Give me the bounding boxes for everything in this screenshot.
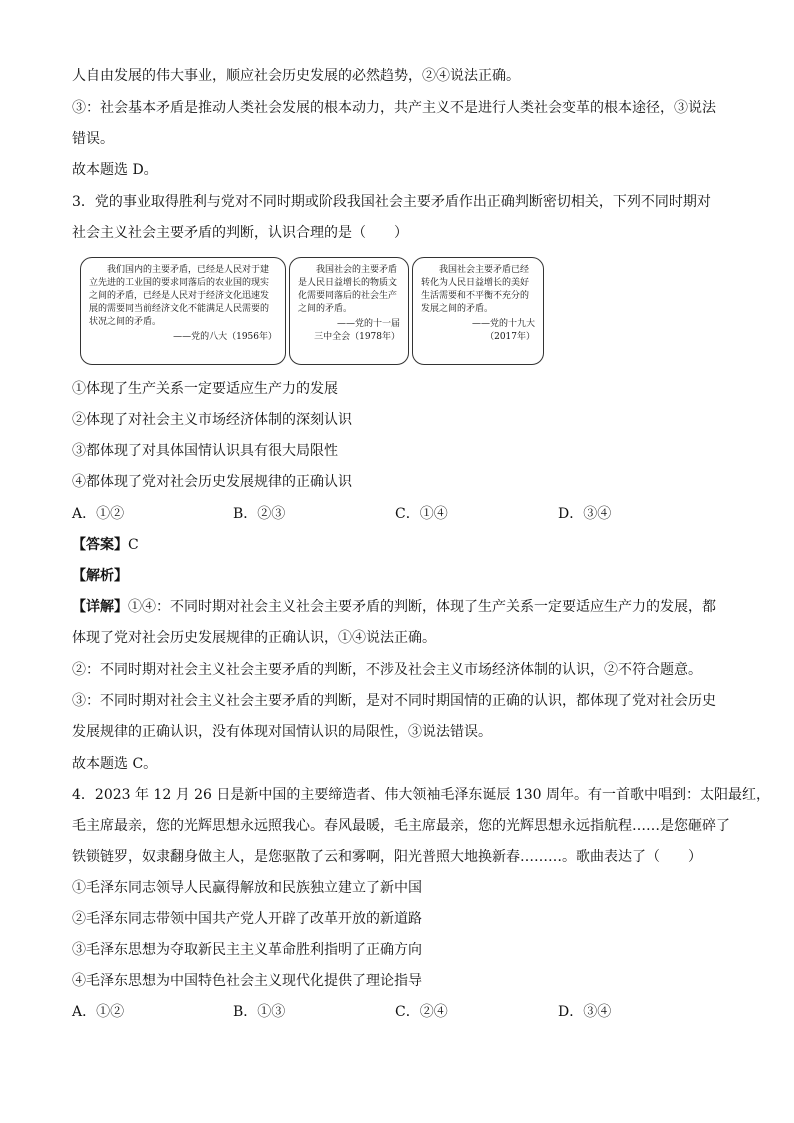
question-stem: 毛主席最亲，您的光辉思想永远照我心。春风最暖，毛主席最亲，您的光辉思想永远指航程……是您砸碎了 <box>72 818 730 834</box>
statement: ③都体现了对具体国情认识具有很大局限性 <box>72 443 338 459</box>
quote-source: 三中全会（1978年） <box>314 332 400 342</box>
explanation-line <box>72 598 716 616</box>
statement: ④毛泽东思想为中国特色社会主义现代化提供了理论指导 <box>72 973 422 989</box>
quote-text: 我们国内的主要矛盾，已经是人民对于建立先进的工业国的要求同落后的农业国的现实之间的矛盾，已经是人民对于经济文化迅速发展的需要同当前经济文化不能满足人民需要的状况之间的矛盾。 <box>89 265 270 327</box>
option-d[interactable]: D．③④ <box>558 1004 612 1020</box>
option-c[interactable]: C．②④ <box>395 1004 448 1020</box>
option-d[interactable]: D．③④ <box>558 506 612 522</box>
quote-text: 我国社会主要矛盾已经转化为人民日益增长的美好生活需要和不平衡不充分的发展之间的矛盾。 <box>421 265 530 314</box>
statement: ①毛泽东同志领导人民赢得解放和民族独立建立了新中国 <box>72 880 422 896</box>
answer-tag: 【答案】 <box>72 537 128 553</box>
option-b[interactable]: B．②③ <box>233 506 286 522</box>
explanation-line: ②：不同时期对社会主义社会主要矛盾的判断，不涉及社会主义市场经济体制的认识，②不符合题意。 <box>72 662 702 678</box>
answer-value: C <box>128 537 139 553</box>
statement: ②体现了对社会主义市场经济体制的深刻认识 <box>72 412 352 428</box>
quote-source: ——党的十九大 <box>471 319 535 329</box>
statement: ④都体现了党对社会历史发展规律的正确认识 <box>72 474 352 490</box>
explanation-line: ③：不同时期对社会主义社会主要矛盾的判断，是对不同时期国情的正确的认识，都体现了党对社会历史 <box>72 693 716 709</box>
explanation-text: ①④：不同时期对社会主义社会主要矛盾的判断，体现了生产关系一定要适应生产力的发展，都 <box>128 599 716 615</box>
quote-box-1978 <box>289 257 409 365</box>
option-a[interactable]: A．①② <box>72 506 125 522</box>
detail-tag: 【详解】 <box>72 599 128 615</box>
quote-source: ——党的八大（1956年） <box>173 332 277 342</box>
statement: ①体现了生产关系一定要适应生产力的发展 <box>72 381 338 397</box>
option-c[interactable]: C．①④ <box>395 506 448 522</box>
quote-box-1956 <box>80 257 286 365</box>
quote-source: （2017年） <box>485 332 535 342</box>
statement: ②毛泽东同志带领中国共产党人开辟了改革开放的新道路 <box>72 911 422 927</box>
option-b[interactable]: B．①③ <box>233 1004 286 1020</box>
quote-source: ——党的十一届 <box>336 319 400 329</box>
explanation-line: 发展规律的正确认识，没有体现对国情认识的局限性，③说法错误。 <box>72 724 492 740</box>
text-line: ③：社会基本矛盾是推动人类社会发展的根本动力，共产主义不是进行人类社会变革的根本途径，③说法 <box>72 100 716 116</box>
answer-line <box>72 536 139 554</box>
question-stem: 3．党的事业取得胜利与党对不同时期或阶段我国社会主要矛盾作出正确判断密切相关，下列不同时期对 <box>72 194 711 210</box>
question-stem: 铁锁链罗，奴隶翻身做主人，是您驱散了云和雾啊，阳光普照大地换新春………。歌曲表达了（ ） <box>72 849 702 865</box>
question-stem: 4．2023 年 12 月 26 日是新中国的主要缔造者、伟大领袖毛泽东诞辰 130 周年。有一首歌中唱到：太阳最红， <box>72 787 771 803</box>
text-line: 人自由发展的伟大事业，顺应社会历史发展的必然趋势，②④说法正确。 <box>72 68 520 84</box>
analysis-label: 【解析】 <box>72 568 128 584</box>
text-line: 故本题选 D。 <box>72 162 158 178</box>
quote-box-2017 <box>412 257 544 365</box>
analysis-tag <box>72 567 128 585</box>
statement: ③毛泽东思想为夺取新民主主义革命胜利指明了正确方向 <box>72 942 422 958</box>
explanation-line: 故本题选 C。 <box>72 756 158 772</box>
quote-text: 我国社会的主要矛盾是人民日益增长的物质文化需要同落后的社会生产之间的矛盾。 <box>298 265 398 314</box>
option-a[interactable]: A．①② <box>72 1004 125 1020</box>
question-stem: 社会主义社会主要矛盾的判断，认识合理的是（ ） <box>72 225 408 241</box>
text-line: 错误。 <box>72 131 114 147</box>
explanation-line: 体现了党对社会历史发展规律的正确认识，①④说法正确。 <box>72 630 436 646</box>
